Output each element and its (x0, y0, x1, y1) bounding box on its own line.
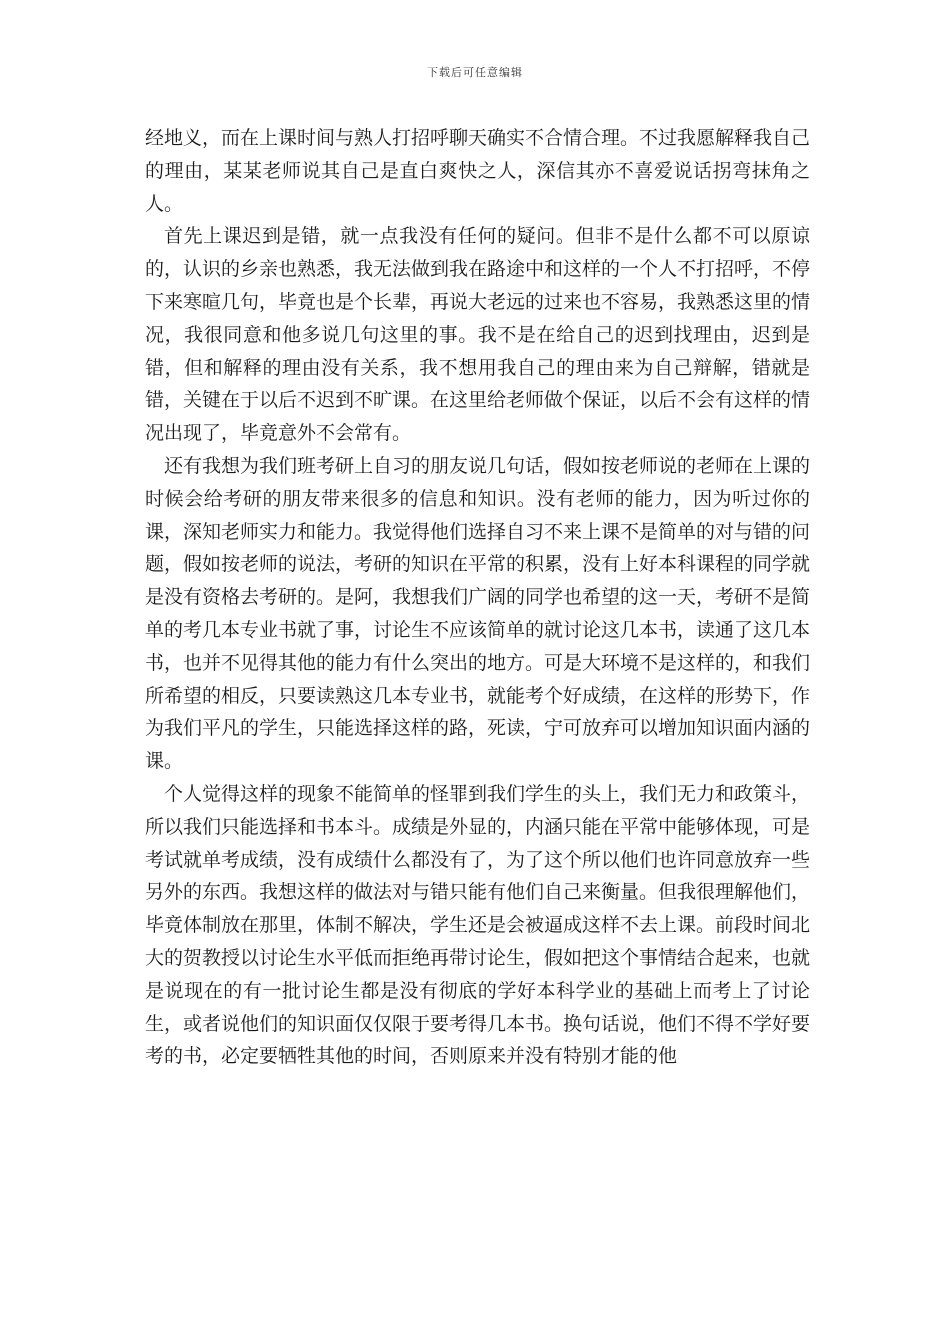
page-header: 下载后可任意编辑 (427, 66, 523, 79)
document-body (145, 122, 810, 1073)
paragraph-2: 首先上课迟到是错，就一点我没有任何的疑问。但非不是什么都不可以原谅的，认识的乡亲也熟悉，我无法做到我在路途中和这样的一个人不打招呼，不停下来寒暄几句，毕竟也是个长辈，再说大老远的过来也不容易，我熟悉这里的情况，我很同意和他多说几句这里的事。我不是在给自己的迟到找理由，迟到是错，但和解释的理由没有关系，我不想用我自己的理由来为自己辩解，错就是错，关键在于以后不迟到不旷课。在这里给老师做个保证，以后不会有这样的情况出现了，毕竟意外不会常有。 (145, 225, 811, 445)
paragraph-3: 还有我想为我们班考研上自习的朋友说几句话，假如按老师说的老师在上课的时候会给考研的朋友带来很多的信息和知识。没有老师的能力，因为听过你的课，深知老师实力和能力。我觉得他们选择自习不来上课不是简单的对与错的问题，假如按老师的说法，考研的知识在平常的积累，没有上好本科课程的同学就是没有资格去考研的。是阿，我想我们广阔的同学也希望的这一天，考研不是简单的考几本专业书就了事，讨论生不应该简单的就讨论这几本书，读通了这几本书，也并不见得其他的能力有什么突出的地方。可是大环境不是这样的，和我们所希望的相反，只要读熟这几本专业书，就能考个好成绩，在这样的形势下，作为我们平凡的学生，只能选择这样的路，死读，宁可放弃可以增加知识面内涵的课。 (145, 454, 811, 773)
paragraph-1: 经地义，而在上课时间与熟人打招呼聊天确实不合情合理。不过我愿解释我自己的理由，某某老师说其自己是直白爽快之人，深信其亦不喜爱说话拐弯抹角之人。 (145, 127, 811, 215)
paragraph-4: 个人觉得这样的现象不能简单的怪罪到我们学生的头上，我们无力和政策斗，所以我们只能选择和书本斗。成绩是外显的，内涵只能在平常中能够体现，可是考试就单考成绩，没有成绩什么都没有了，为了这个所以他们也许同意放弃一些另外的东西。我想这样的做法对与错只能有他们自己来衡量。但我很理解他们，毕竟体制放在那里，体制不解决，学生还是会被逼成这样不去上课。前段时间北大的贺教授以讨论生水平低而拒绝再带讨论生，假如把这个事情结合起来，也就是说现在的有一批讨论生都是没有彻底的学好本科学业的基础上而考上了讨论生，或者说他们的知识面仅仅限于要考得几本书。换句话说，他们不得不学好要考的书，必定要牺牲其他的时间，否则原来并没有特别才能的他 (145, 782, 811, 1068)
